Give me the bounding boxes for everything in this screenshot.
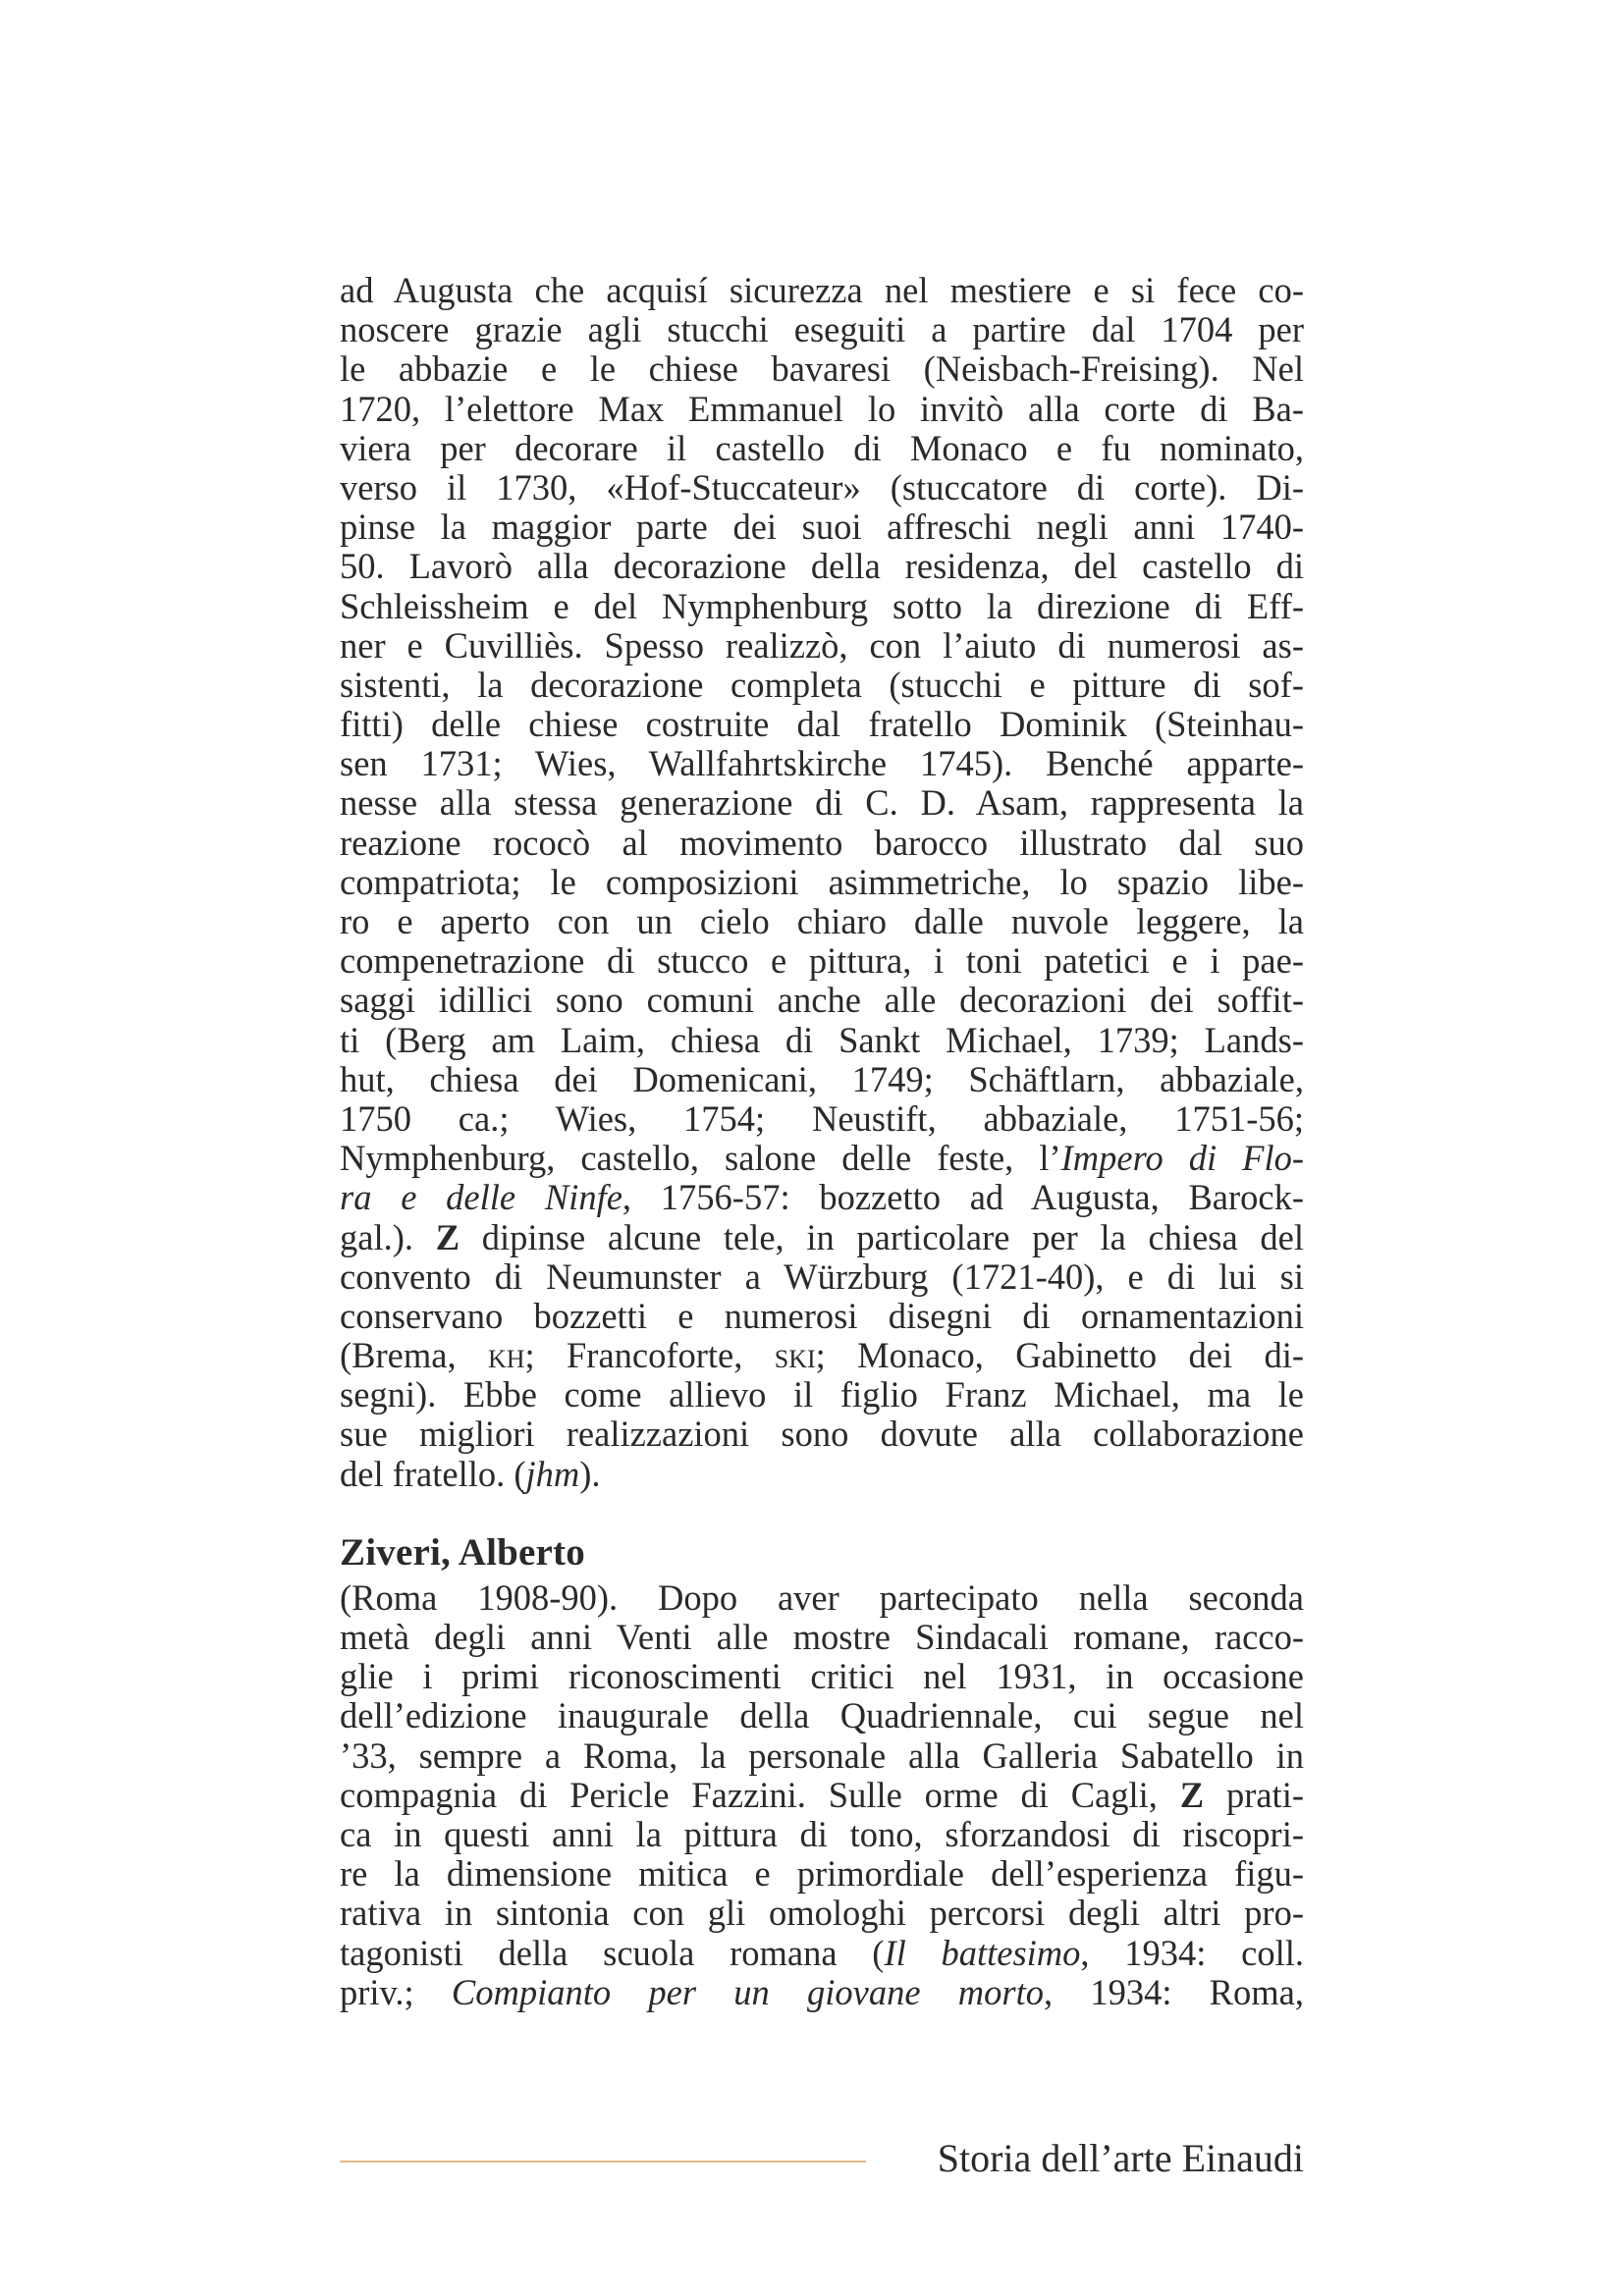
- text-line: ca in questi anni la pittura di tono, sforzandosi di riscopri-: [340, 1813, 1304, 1854]
- text-line: le abbazie e le chiese bavaresi (Neisbach-Freising). Nel: [340, 348, 1304, 390]
- text-line: compenetrazione di stucco e pittura, i toni patetici e i pae-: [340, 940, 1304, 982]
- text-run: priv.;: [340, 1971, 452, 2012]
- text-line: sue migliori realizzazioni sono dovute alla collaborazione: [340, 1414, 1304, 1455]
- text-run: , 1934: coll.: [1080, 1932, 1304, 1973]
- text-line: 1720, l’elettore Max Emmanuel lo invitò alla corte di Ba-: [340, 388, 1304, 429]
- text-line: [340, 1336, 1304, 1375]
- text-column: [340, 271, 1304, 2012]
- artwork-title: Il battesimo: [884, 1932, 1081, 1973]
- text-line: noscere grazie agli stucchi eseguiti a partire dal 1704 per: [340, 309, 1304, 350]
- text-run: ).: [579, 1453, 601, 1494]
- text-line: viera per decorare il castello di Monaco e fu nominato,: [340, 427, 1304, 468]
- text-line: ro e aperto con un cielo chiaro dalle nuvole leggere, la: [340, 901, 1304, 941]
- text-line: sen 1731; Wies, Wallfahrtskirche 1745). Benché apparte-: [340, 743, 1304, 784]
- text-line: segni). Ebbe come allievo il figlio Franz Michael, ma le: [340, 1374, 1304, 1415]
- text-line: [340, 1934, 1304, 1973]
- author-initials: jhm: [525, 1453, 580, 1494]
- artwork-title: Compianto per un giovane morto: [451, 1971, 1044, 2012]
- text-run: ; Monaco, Gabinetto dei di-: [815, 1335, 1304, 1376]
- text-line: reazione rococò al movimento barocco illustrato dal suo: [340, 822, 1304, 863]
- text-line: ner e Cuvilliès. Spesso realizzò, con l’aiuto di numerosi as-: [340, 624, 1304, 666]
- entry-continuation: [340, 271, 1304, 1494]
- text-run: Nymphenburg, castello, salone delle feste, l’: [340, 1138, 1061, 1179]
- text-run: , 1934: Roma,: [1043, 1971, 1304, 2012]
- text-line: (Roma 1908-90). Dopo aver partecipato nella seconda: [340, 1576, 1304, 1618]
- text-line: re la dimensione mitica e primordiale dell’esperienza figu-: [340, 1853, 1304, 1895]
- text-line: rativa in sintonia con gli omologhi percorsi degli altri pro-: [340, 1893, 1304, 1934]
- text-line: sistenti, la decorazione completa (stucchi e pitture di sof-: [340, 664, 1304, 705]
- text-line: [340, 1178, 1304, 1217]
- text-line: conservano bozzetti e numerosi disegni di ornamentazioni: [340, 1295, 1304, 1336]
- subject-abbrev: Z: [435, 1216, 460, 1257]
- text-run: ; Francoforte,: [524, 1335, 775, 1376]
- text-run: dipinse alcune tele, in particolare per la chiesa del: [460, 1216, 1304, 1257]
- text-run: tagonisti della scuola romana (: [340, 1932, 885, 1973]
- text-line: nesse alla stessa generazione di C. D. Asam, rappresenta la: [340, 782, 1304, 824]
- text-line: ti (Berg am Laim, chiesa di Sankt Michael, 1739; Lands-: [340, 1019, 1304, 1060]
- footer-publication-title: Storia dell’arte Einaudi: [937, 2136, 1304, 2180]
- text-line: metà degli anni Venti alle mostre Sindacali romane, racco-: [340, 1617, 1304, 1657]
- subject-abbrev: Z: [1179, 1774, 1205, 1815]
- text-line: glie i primi riconoscimenti critici nel 1931, in occasione: [340, 1656, 1304, 1697]
- text-line: [340, 1455, 1304, 1494]
- text-line: compatriota; le composizioni asimmetriche, lo spazio libe-: [340, 861, 1304, 902]
- text-line: 1750 ca.; Wies, 1754; Neustift, abbaziale, 1751-56;: [340, 1097, 1304, 1139]
- text-run: , 1756-57: bozzetto ad Augusta, Barock-: [622, 1177, 1304, 1218]
- text-line: convento di Neumunster a Würzburg (1721-40), e di lui si: [340, 1255, 1304, 1297]
- text-run: (Brema,: [340, 1335, 488, 1376]
- entry-heading: Ziveri, Alberto: [340, 1530, 585, 1574]
- text-line: ad Augusta che acquisí sicurezza nel mestiere e si fece co-: [340, 270, 1304, 310]
- collection-abbrev: kh: [487, 1335, 525, 1376]
- footer-rule: [340, 2161, 866, 2163]
- text-line: saggi idillici sono comuni anche alle decorazioni dei soffit-: [340, 980, 1304, 1021]
- text-line: hut, chiesa dei Domenicani, 1749; Schäftlarn, abbaziale,: [340, 1058, 1304, 1099]
- text-line: [340, 1218, 1304, 1257]
- text-run: prati-: [1204, 1774, 1304, 1815]
- text-line: [340, 1776, 1304, 1815]
- text-run: del fratello. (: [340, 1453, 526, 1494]
- text-run: gal.).: [340, 1216, 436, 1257]
- artwork-title: ra e delle Ninfe: [340, 1177, 622, 1218]
- text-line: dell’edizione inaugurale della Quadriennale, cui segue nel: [340, 1695, 1304, 1736]
- entry-ziveri: [340, 1529, 1304, 2012]
- text-line: 50. Lavorò alla decorazione della residenza, del castello di: [340, 546, 1304, 587]
- text-run: compagnia di Pericle Fazzini. Sulle orme di Cagli,: [340, 1774, 1180, 1815]
- collection-abbrev: ski: [774, 1335, 816, 1376]
- artwork-title: Impero di Flo-: [1060, 1138, 1304, 1179]
- text-line: pinse la maggior parte dei suoi affreschi negli anni 1740-: [340, 507, 1304, 548]
- text-line: ’33, sempre a Roma, la personale alla Galleria Sabatello in: [340, 1735, 1304, 1776]
- text-line: verso il 1730, «Hof-Stuccateur» (stuccatore di corte). Di-: [340, 466, 1304, 507]
- text-line: [340, 1139, 1304, 1178]
- text-line: fitti) delle chiese costruite dal fratello Dominik (Steinhau-: [340, 704, 1304, 745]
- text-line: Schleissheim e del Nymphenburg sotto la direzione di Eff-: [340, 585, 1304, 626]
- text-line: [340, 1973, 1304, 2012]
